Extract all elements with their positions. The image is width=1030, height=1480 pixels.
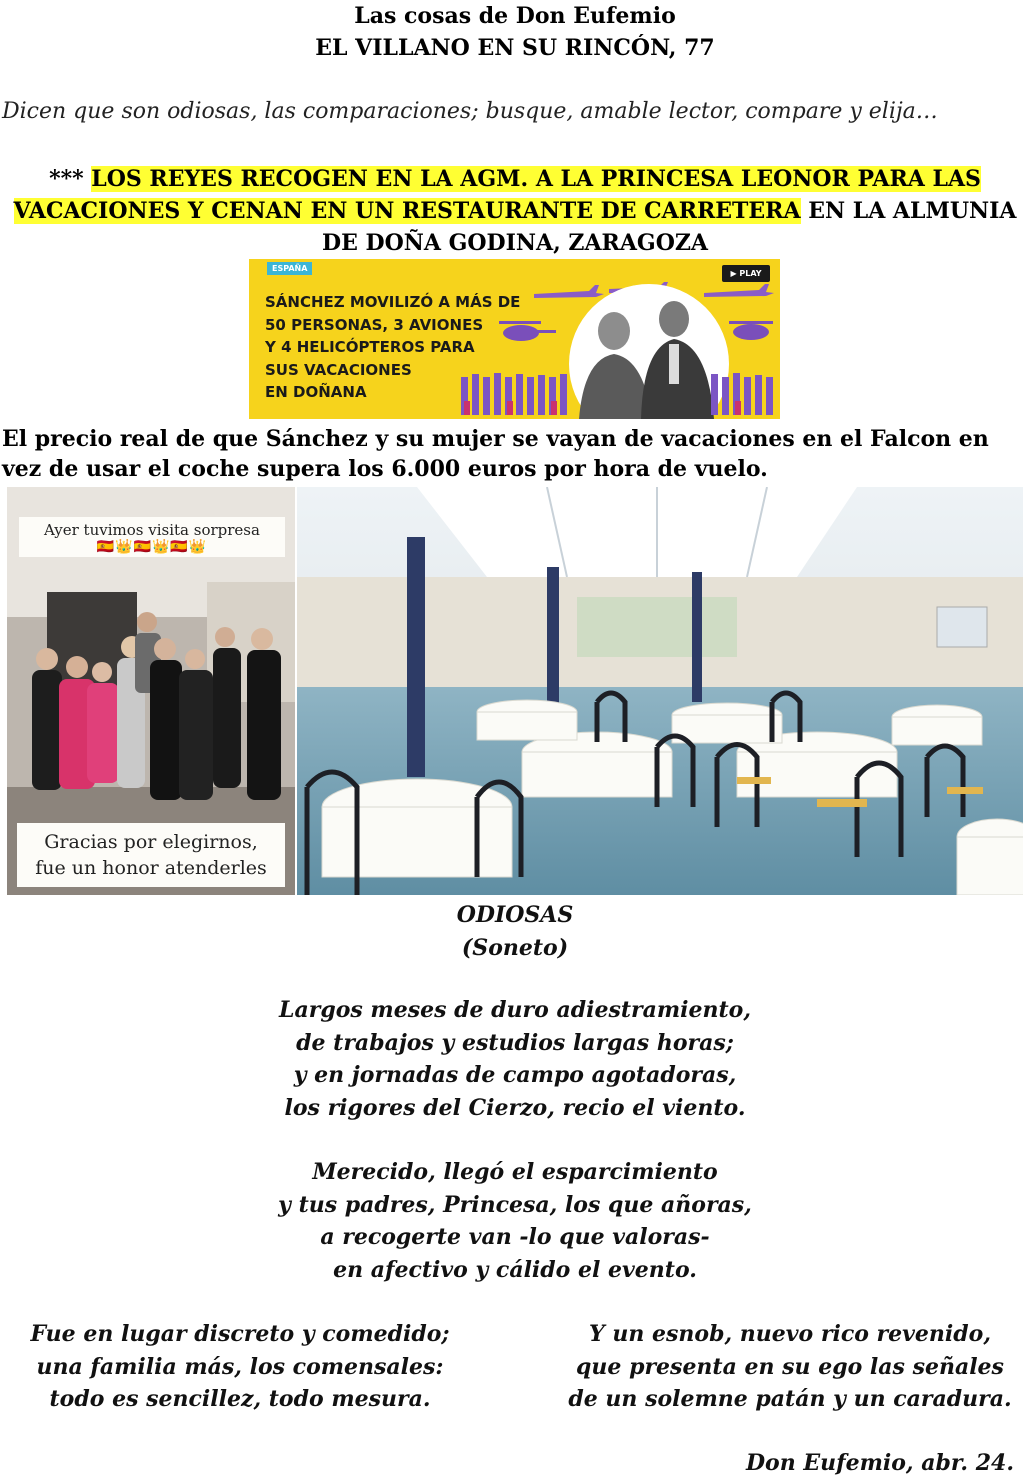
poem-line: y en jornadas de campo agotadoras,: [293, 1062, 737, 1088]
signature: Don Eufemio, abr. 24.: [745, 1450, 1014, 1476]
poem-line: de trabajos y estudios largas horas;: [296, 1029, 734, 1056]
intro-text: Dicen que son odiosas, las comparaciones; busque, amable lector, compare y elija…: [2, 99, 938, 124]
poem-title-text: ODIOSAS: [456, 902, 574, 928]
banner-line: SÁNCHEZ MOVILIZÓ A MÁS DE: [265, 293, 521, 311]
poem-line: una familia más, los comensales:: [36, 1353, 444, 1380]
poem-line: Fue en lugar discreto y comedido;: [30, 1321, 450, 1347]
poem-stanza-2: [0, 1156, 1030, 1286]
poem-subtitle: (Soneto): [461, 934, 569, 961]
flag-crown-emojis: 🇪🇸👑🇪🇸👑🇪🇸👑: [96, 539, 208, 555]
category-tag: ESPAÑA: [267, 262, 312, 275]
document-title: Las cosas de Don Eufemio: [354, 3, 676, 29]
poem-stanza-4: [540, 1318, 1030, 1416]
play-button[interactable]: ▶ PLAY: [722, 265, 770, 282]
news-headline: [0, 163, 1030, 259]
banner-line: SUS VACACIONES: [265, 360, 412, 379]
dining-room-photo: [297, 487, 1023, 895]
headline-highlighted: LOS REYES RECOGEN EN LA AGM. A LA PRINCESA LEONOR PARA LAS VACACIONES Y CENAN EN UN RESTAURANTE DE CARRETERA: [13, 166, 981, 224]
poem-line: y tus padres, Princesa, los que añoras,: [278, 1191, 752, 1218]
dining-room-illustration: [297, 487, 1023, 895]
caption-bottom-line: fue un honor atenderles: [35, 857, 267, 879]
poem-line: que presenta en su ego las señales: [576, 1353, 1004, 1380]
caption-bottom-line: Gracias por elegirnos,: [44, 831, 258, 853]
caption-top-text: Ayer tuvimos visita sorpresa: [44, 521, 260, 539]
poem-line: de un solemne patán y un caradura.: [568, 1386, 1012, 1412]
poem-line: a recogerte van -lo que valoras-: [320, 1224, 710, 1250]
poem-line: Largos meses de duro adiestramiento,: [279, 997, 751, 1023]
poem-line: Y un esnob, nuevo rico revenido,: [589, 1321, 991, 1347]
column-subtitle: EL VILLANO EN SU RINCÓN, 77: [315, 35, 715, 61]
poem-title: [0, 899, 1030, 964]
restaurant-staff-photo: [7, 487, 295, 895]
banner-line: Y 4 HELICÓPTEROS PARA: [265, 338, 475, 356]
poem-line: en afectivo y cálido el evento.: [333, 1256, 697, 1283]
body-paragraph: El precio real de que Sánchez y su mujer se vayan de vacaciones en el Falcon en vez de usar el coche supera los 6.000 euros por hora de vuelo.: [2, 426, 989, 482]
photo-caption-bottom: [17, 823, 285, 887]
poem-line: todo es sencillez, todo mesura.: [49, 1386, 431, 1412]
headline-rest: EN LA ALMUNIA DE DOÑA GODINA, ZARAGOZA: [322, 198, 1017, 256]
headline-prefix: ***: [49, 166, 92, 192]
photo-caption-top: [19, 517, 285, 557]
poem-stanza-1: [0, 994, 1030, 1124]
poem-stanza-3: [0, 1318, 480, 1416]
banner-line: EN DOÑANA: [265, 383, 367, 401]
poem-line: los rigores del Cierzo, recio el viento.: [284, 1094, 746, 1121]
banner-line: 50 PERSONAS, 3 AVIONES: [265, 315, 484, 334]
banner-headline: [265, 291, 565, 404]
news-banner-image: [249, 259, 780, 419]
poem-line: Merecido, llegó el esparcimiento: [312, 1159, 718, 1185]
